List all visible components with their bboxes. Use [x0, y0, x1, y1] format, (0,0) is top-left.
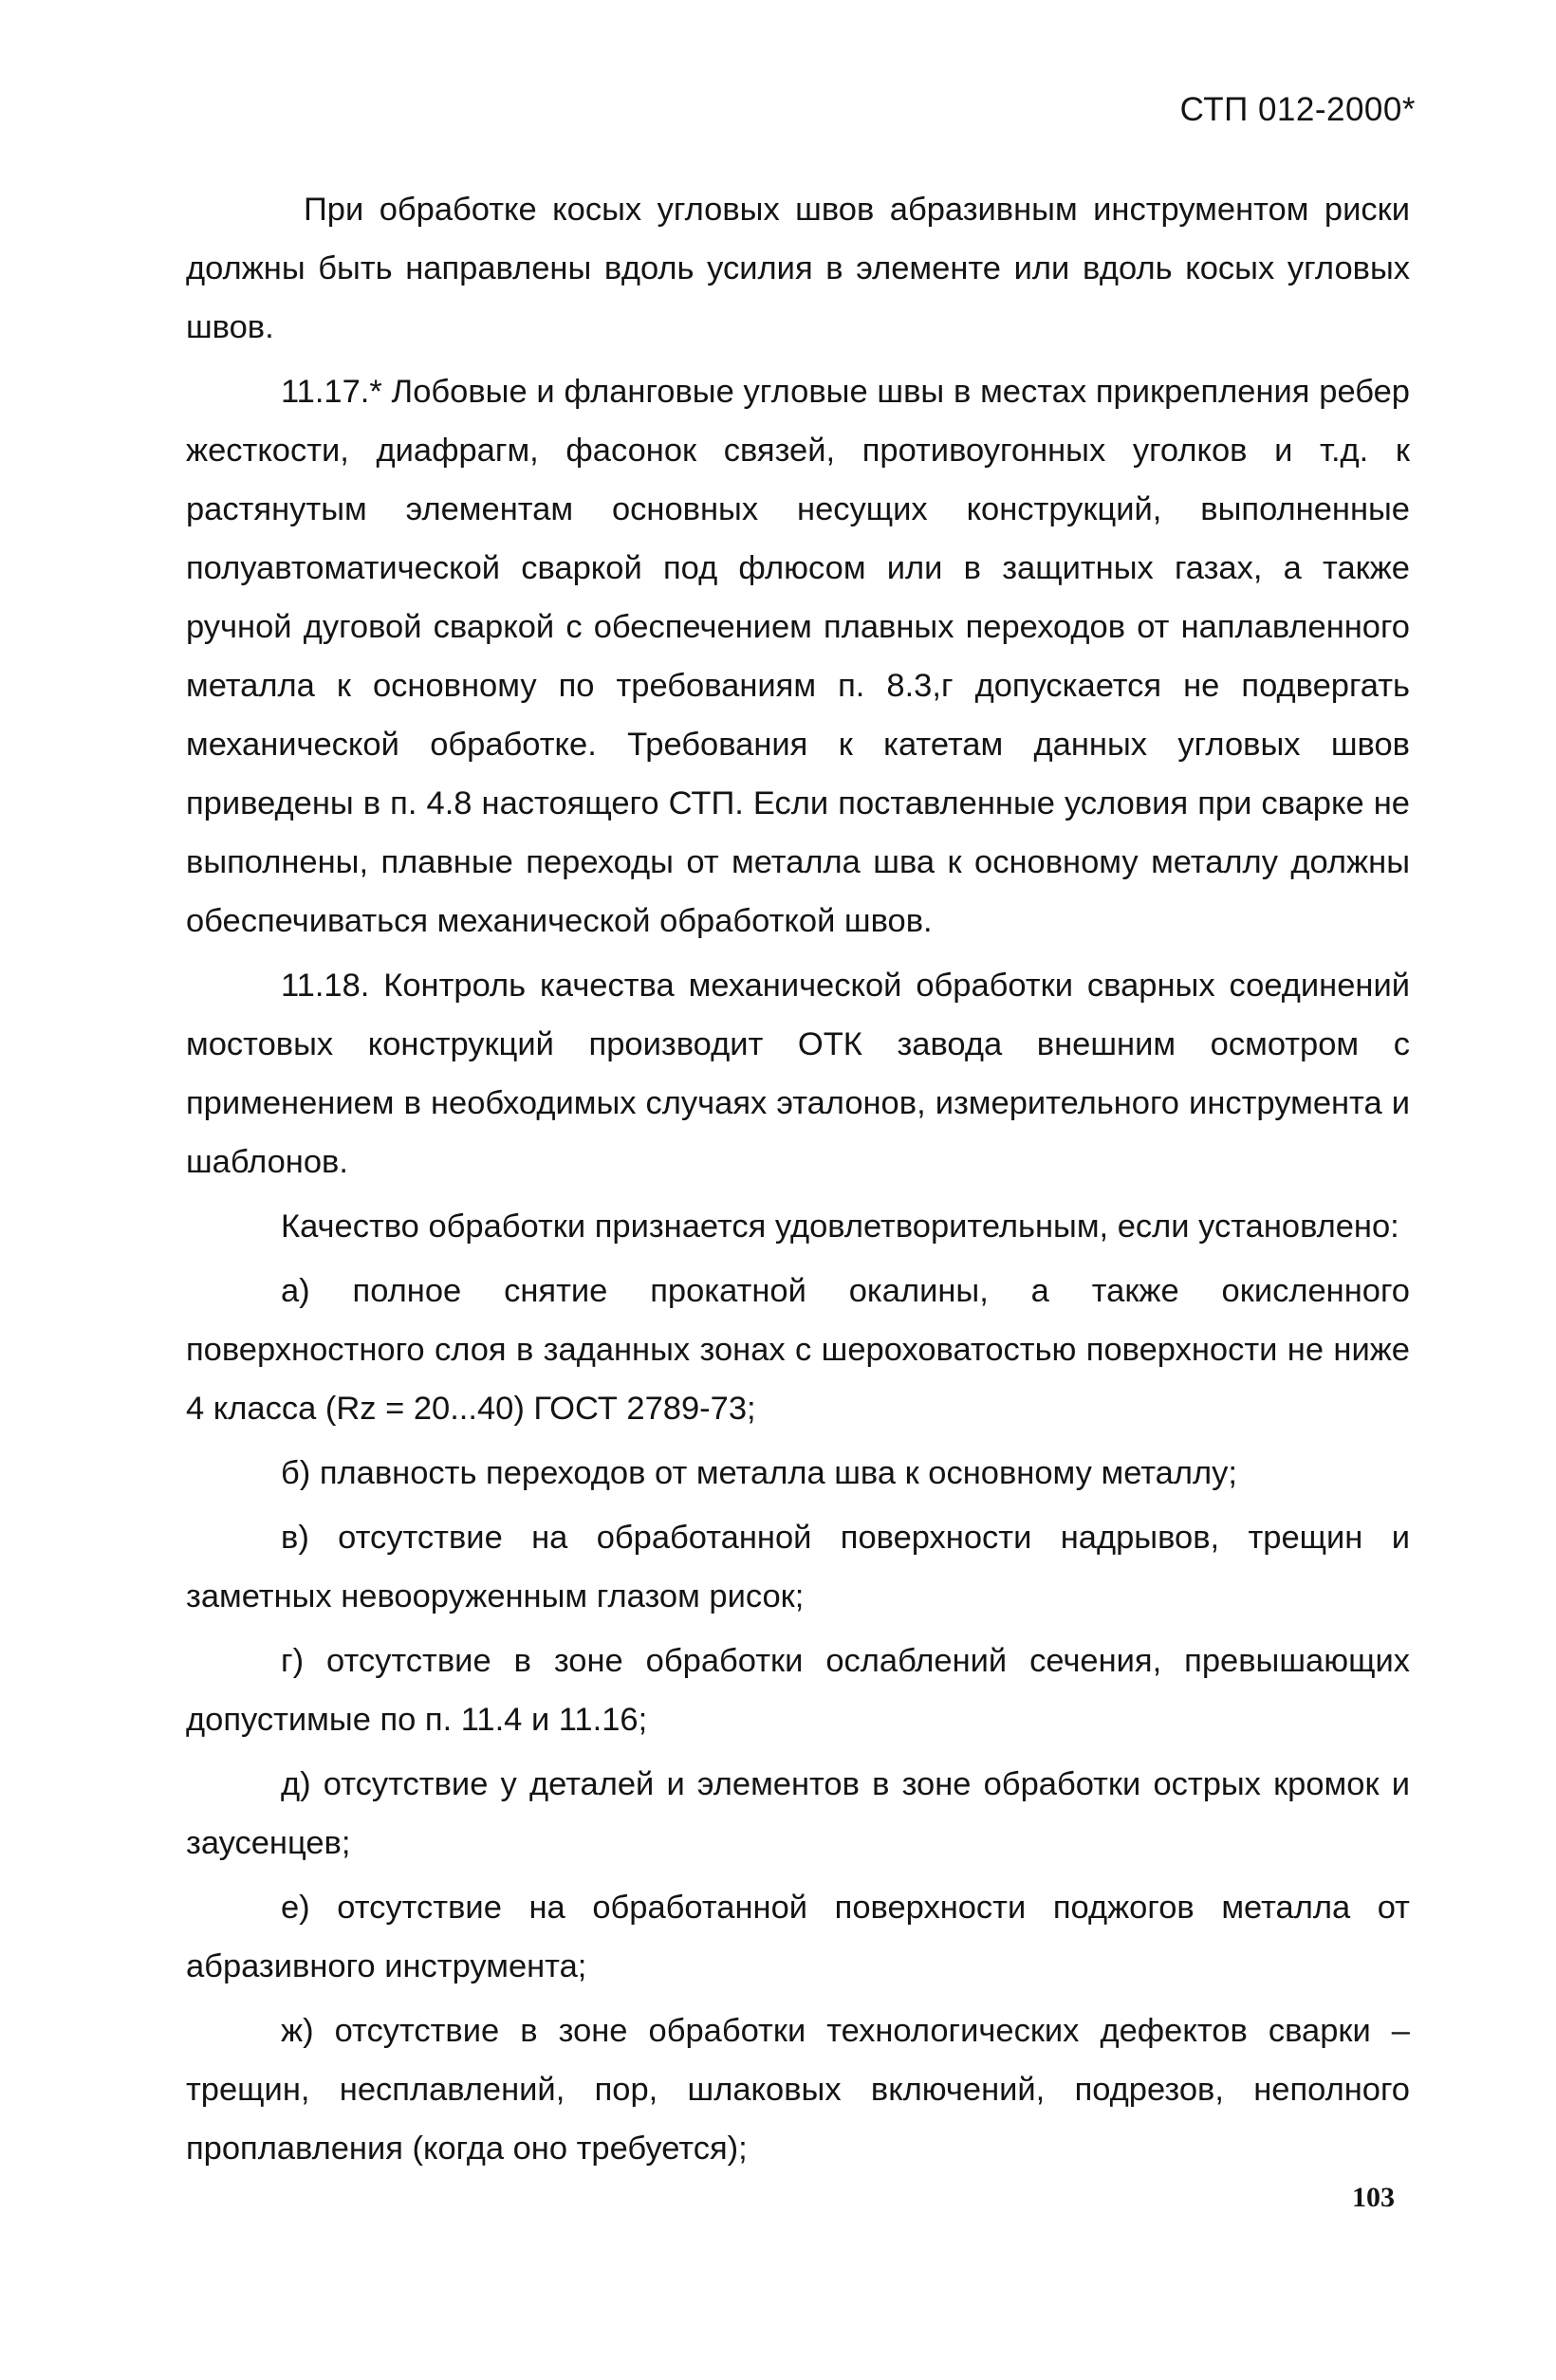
- list-item-zh: ж) отсутствие в зоне обработки технологических дефектов сварки – трещин, несплавлений, пор, шлаковых включений, подрезов, неполного проплавления (когда оно требуется);: [186, 2013, 1410, 2167]
- document-body: [186, 180, 1410, 2184]
- paragraph-11-18: 11.18. Контроль качества механической обработки сварных соединений мостовых конструкций производит ОТК завода внешним осмотром с применением в необходимых случаях эталонов, измерительного инструмента и шаблонов.: [186, 968, 1410, 1180]
- list-item-d: д) отсутствие у деталей и элементов в зоне обработки острых кромок и заусенцев;: [186, 1766, 1410, 1861]
- list-item-a: а) полное снятие прокатной окалины, а также окисленного поверхностного слоя в заданных зонах с шероховатостью поверхности не ниже 4 класса (Rz = 20...40) ГОСТ 2789-73;: [186, 1273, 1410, 1427]
- list-item-v: в) отсутствие на обработанной поверхности надрывов, трещин и заметных невооруженным глазом рисок;: [186, 1520, 1410, 1614]
- page-number: 103: [1352, 2182, 1395, 2213]
- paragraph-abrasive-treatment: При обработке косых угловых швов абразивным инструментом риски должны быть направлены вдоль усилия в элементе или вдоль косых угловых швов.: [186, 192, 1410, 345]
- paragraph-11-17: 11.17.* Лобовые и фланговые угловые швы в местах прикрепления ребер жесткости, диафрагм, фасонок связей, противоугонных уголков и т.д. к растянутым элементам основных несущих конструкций, выполненные полуавтоматической сваркой под флюсом или в защитных газах, а также ручной дуговой сваркой с обеспечением плавных переходов от наплавленного металла к основному по требованиям п. 8.3,г допускается не подвергать механической обработке. Требования к катетам данных угловых швов приведены в п. 4.8 настоящего СТП. Если поставленные условия при сварке не выполнены, плавные переходы от металла шва к основному металлу должны обеспечиваться механической обработкой швов.: [186, 374, 1410, 939]
- paragraph-quality-criteria: Качество обработки признается удовлетворительным, если установлено:: [281, 1208, 1399, 1245]
- list-item-b: б) плавность переходов от металла шва к основному металлу;: [281, 1455, 1237, 1491]
- list-item-g: г) отсутствие в зоне обработки ослаблений сечения, превышающих допустимые по п. 11.4 и 11.16;: [186, 1643, 1410, 1738]
- list-item-e: е) отсутствие на обработанной поверхности поджогов металла от абразивного инструмента;: [186, 1890, 1410, 1984]
- document-code-header: СТП 012-2000*: [1179, 91, 1416, 128]
